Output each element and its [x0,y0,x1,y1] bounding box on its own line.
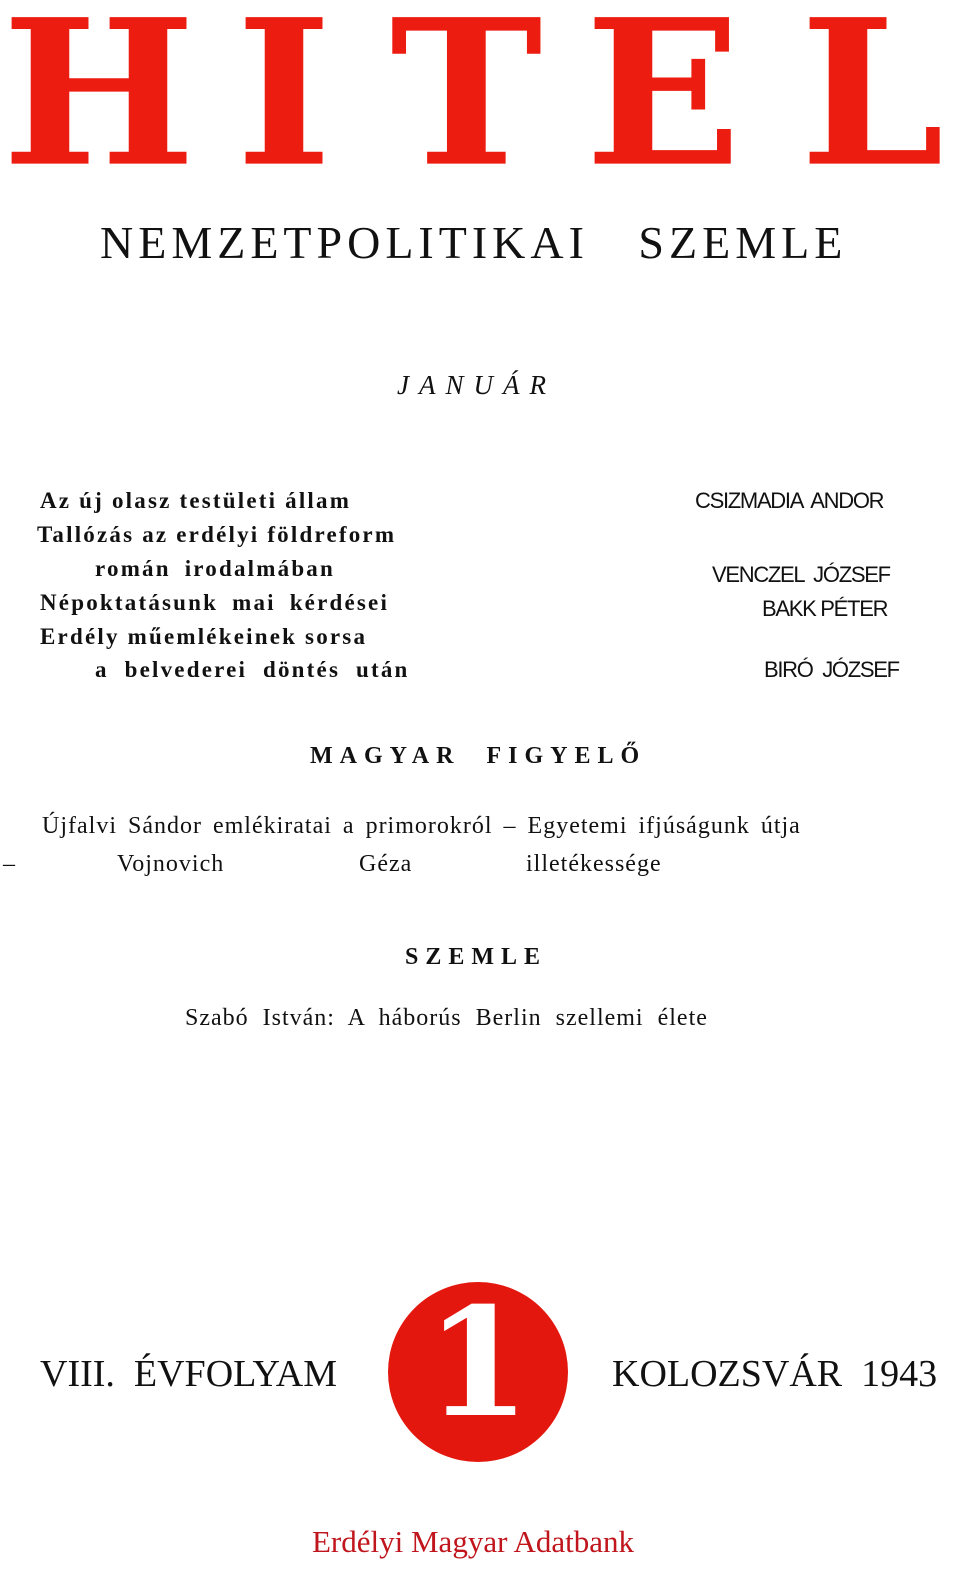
issue-number: 1 [425,1275,531,1451]
toc-title-4-cont: a belvederei döntés után [95,657,410,682]
magyar-figyelo-dash: – [3,851,16,877]
logo-letter-h: H [2,0,196,212]
toc-title-3: Népoktatásunk mai kérdései [40,590,390,615]
magyar-figyelo-line-1: Újfalvi Sándor emlékiratai a primorokról – Egyetemi ifjúságunk útja [42,813,801,839]
szemle-heading: SZEMLE [405,944,548,970]
toc-title-2-cont: román irodalmában [95,556,336,581]
volume-label: VIII. ÉVFOLYAM [40,1353,338,1395]
subtitle: NEMZETPOLITIKAI SZEMLE [100,217,848,268]
footer-source: Erdélyi Magyar Adatbank [312,1524,634,1559]
logo-letter-e: E [585,0,742,212]
issue-month: JANUÁR [397,370,556,400]
issue-number-badge [388,1275,568,1462]
toc-author-4: BIRÓ JÓZSEF [764,657,899,682]
szemle-line: Szabó István: A háborús Berlin szellemi élete [185,1005,708,1031]
magyar-figyelo-line-2b: Géza [359,851,413,877]
toc-title-4: Erdély műemlékeinek sorsa [40,624,368,649]
toc-author-1: CSIZMADIA ANDOR [695,488,884,513]
logo-letter-l: L [800,0,945,212]
logo-letter-t: T [390,0,543,212]
magyar-figyelo-line-2c: illetékessége [526,851,662,877]
place-year: KOLOZSVÁR 1943 [612,1353,938,1395]
toc-title-2: Tallózás az erdélyi földreform [37,522,397,547]
toc-title-1: Az új olasz testületi állam [40,488,352,513]
magyar-figyelo-line-2a: Vojnovich [117,851,225,877]
logo-letter-i: I [236,0,332,212]
toc-author-3: BAKK PÉTER [762,596,888,621]
toc-author-2: VENCZEL JÓZSEF [712,562,890,587]
magyar-figyelo-heading: MAGYAR FIGYELŐ [310,743,647,769]
